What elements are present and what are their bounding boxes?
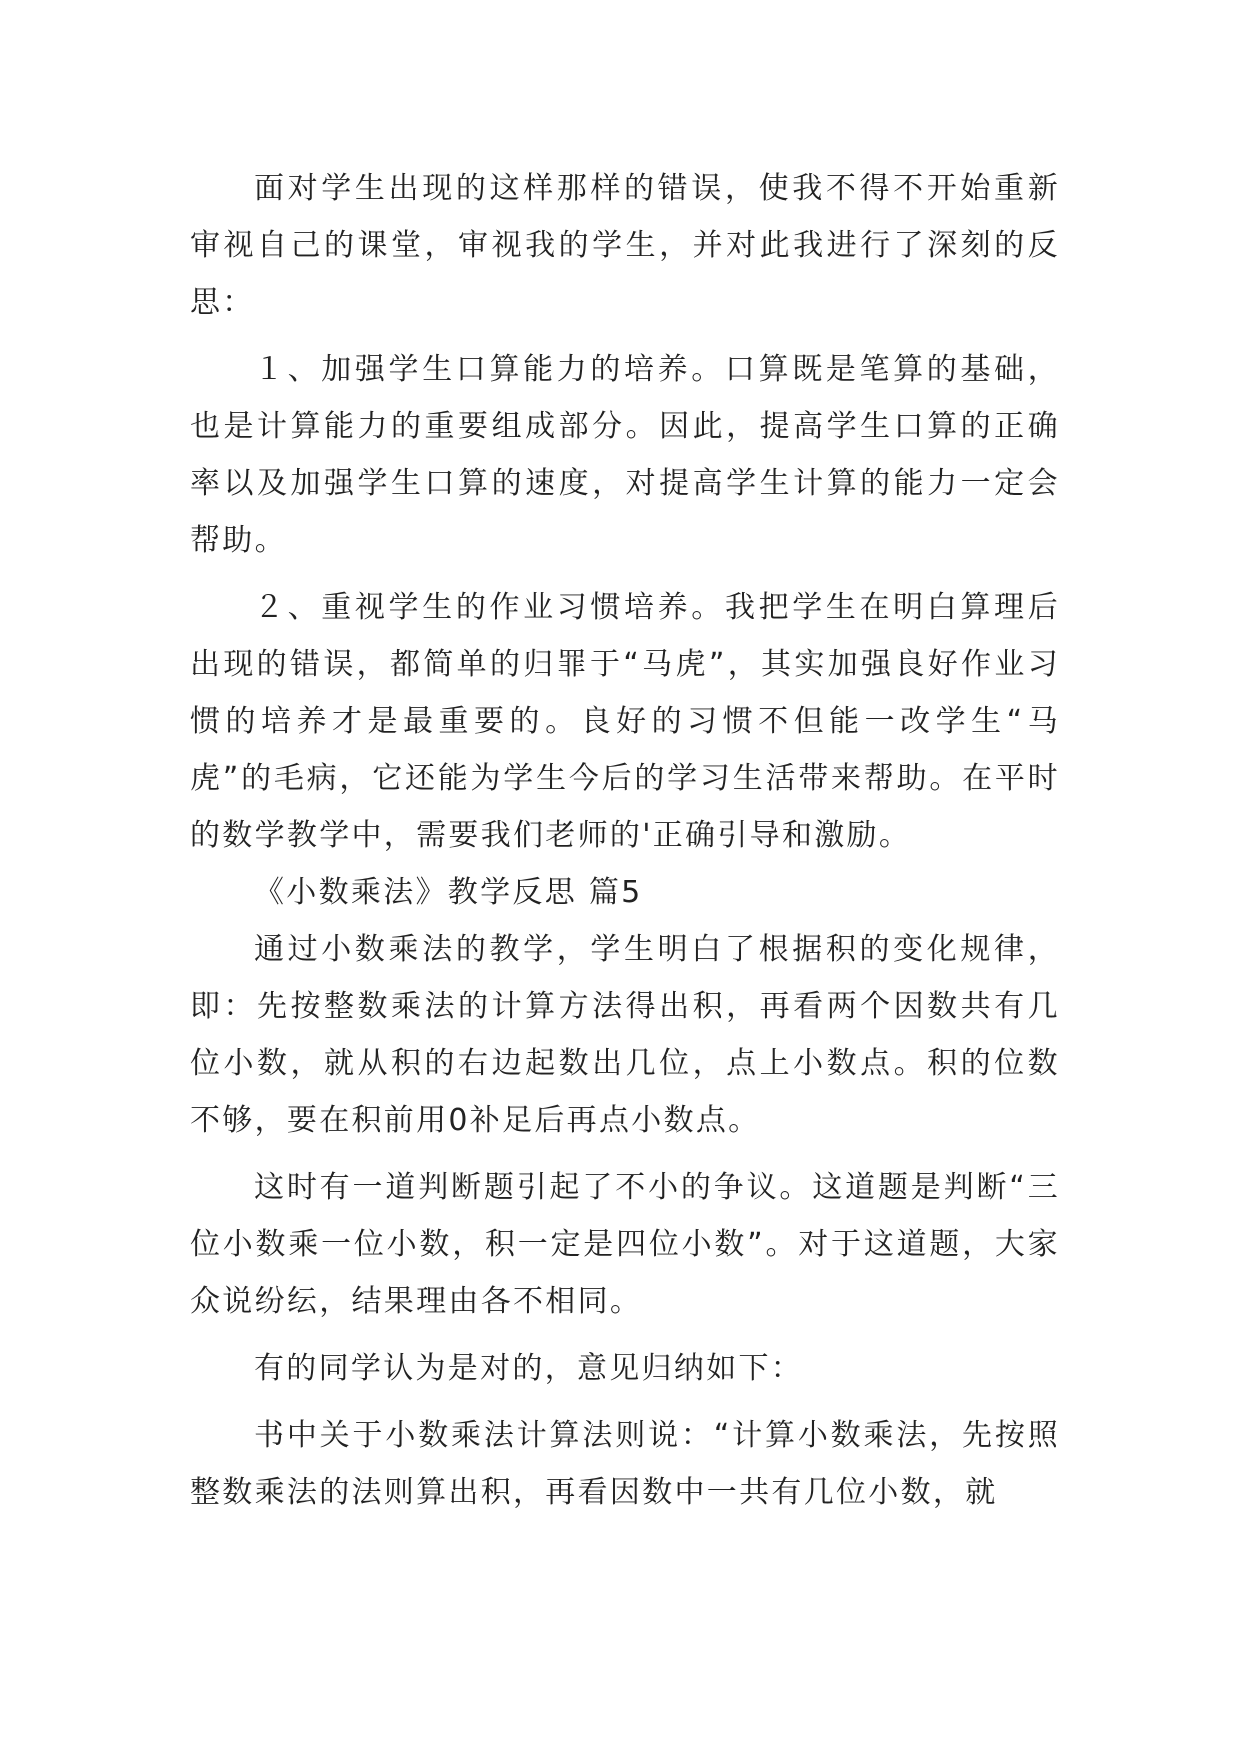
section-paragraph-1: 通过小数乘法的教学，学生明白了根据积的变化规律，即：先按整数乘法的计算方法得出积，再看两个因数共有几位小数，就从积的右边起数出几位，点上小数点。积的位数不够，要在积前用0补足后再点小数点。 bbox=[190, 932, 1060, 1138]
section-paragraph-4: 书中关于小数乘法计算法则说：“计算小数乘法，先按照整数乘法的法则算出积，再看因数中一共有几位小数，就 bbox=[190, 1418, 1060, 1510]
section-title: 《小数乘法》教学反思 篇5 bbox=[254, 875, 643, 910]
paragraph-reflection-intro: 面对学生出现的这样那样的错误，使我不得不开始重新审视自己的课堂，审视我的学生，并对此我进行了深刻的反思： bbox=[190, 171, 1060, 320]
section-paragraph-2: 这时有一道判断题引起了不小的争议。这道题是判断“三位小数乘一位小数，积一定是四位小数”。对于这道题，大家众说纷纭，结果理由各不相同。 bbox=[190, 1170, 1060, 1319]
document-body bbox=[190, 160, 1060, 1521]
paragraph-point-2: ２、重视学生的作业习惯培养。我把学生在明白算理后出现的错误，都简单的归罪于“马虎”，其实加强良好作业习惯的培养才是最重要的。良好的习惯不但能一改学生“马虎”的毛病，它还能为学生今后的学习生活带来帮助。在平时的数学教学中，需要我们老师的'正确引导和激励。 bbox=[190, 590, 1060, 853]
paragraph-point-1: １、加强学生口算能力的培养。口算既是笔算的基础，也是计算能力的重要组成部分。因此，提高学生口算的正确率以及加强学生口算的速度，对提高学生计算的能力一定会帮助。 bbox=[190, 352, 1060, 558]
section-paragraph-3: 有的同学认为是对的，意见归纳如下： bbox=[254, 1351, 804, 1386]
